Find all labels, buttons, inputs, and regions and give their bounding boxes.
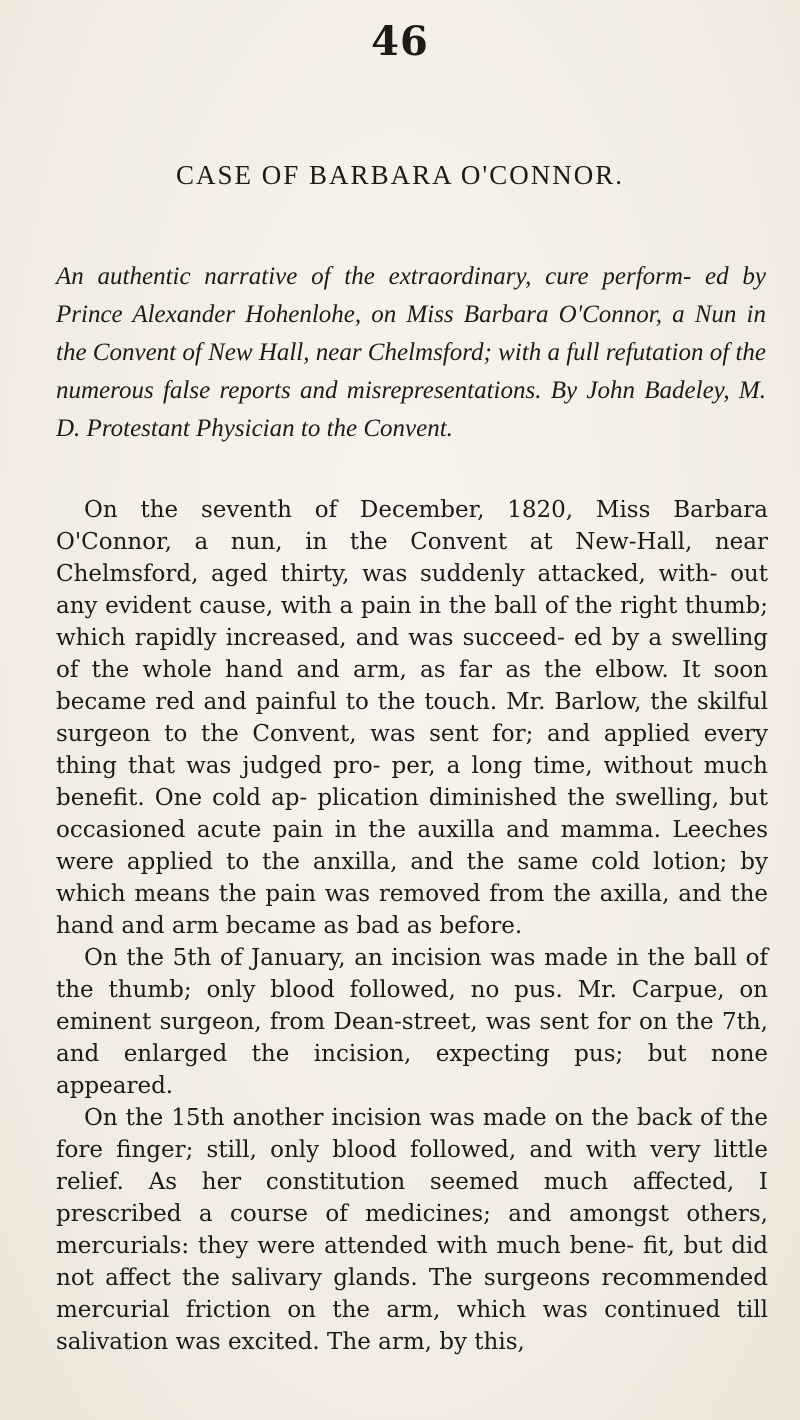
narrative-subtitle: An authentic narrative of the extraordinary, cure perform- ed by Prince Alexander Hohenlohe, on Miss Barbara O'Connor, a Nun in the Convent of New Hall, near Chelmsford; with a full refutation of the numerous false reports and misrepresentations. By John Badeley, M. D. Protestant Physician to the Convent. (56, 263, 766, 442)
paragraph: On the 5th of January, an incision was made in the ball of the thumb; only blood followed, no pus. Mr. Carpue, on eminent surgeon, from Dean-street, was sent for on the 7th, and enlarged the incision, expecting pus; but none appeared. (56, 945, 768, 1099)
body-text (56, 494, 768, 1358)
chapter-title: CASE OF BARBARA O'CONNOR. (176, 160, 624, 190)
page-number: 46 (371, 18, 429, 65)
paragraph: On the seventh of December, 1820, Miss Barbara O'Connor, a nun, in the Convent at New-Hall, near Chelmsford, aged thirty, was suddenly attacked, with- out any evident cause, with a pain in the ball of the right thumb; which rapidly increased, and was succeed- ed by a swelling of the whole hand and arm, as far as the elbow. It soon became red and painful to the touch. Mr. Barlow, the skilful surgeon to the Convent, was sent for; and applied every thing that was judged pro- per, a long time, without much benefit. One cold ap- plication diminished the swelling, but occasioned acute pain in the auxilla and mamma. Leeches were applied to the anxilla, and the same cold lotion; by which means the pain was removed from the axilla, and the hand and arm became as bad as before. (56, 497, 768, 939)
paragraph: On the 15th another incision was made on the back of the fore finger; still, only blood followed, and with very little relief. As her constitution seemed much affected, I prescribed a course of medicines; and amongst others, mercurials: they were attended with much bene- fit, but did not affect the salivary glands. The surgeons recommended mercurial friction on the arm, which was continued till salivation was excited. The arm, by this, (56, 1105, 768, 1355)
